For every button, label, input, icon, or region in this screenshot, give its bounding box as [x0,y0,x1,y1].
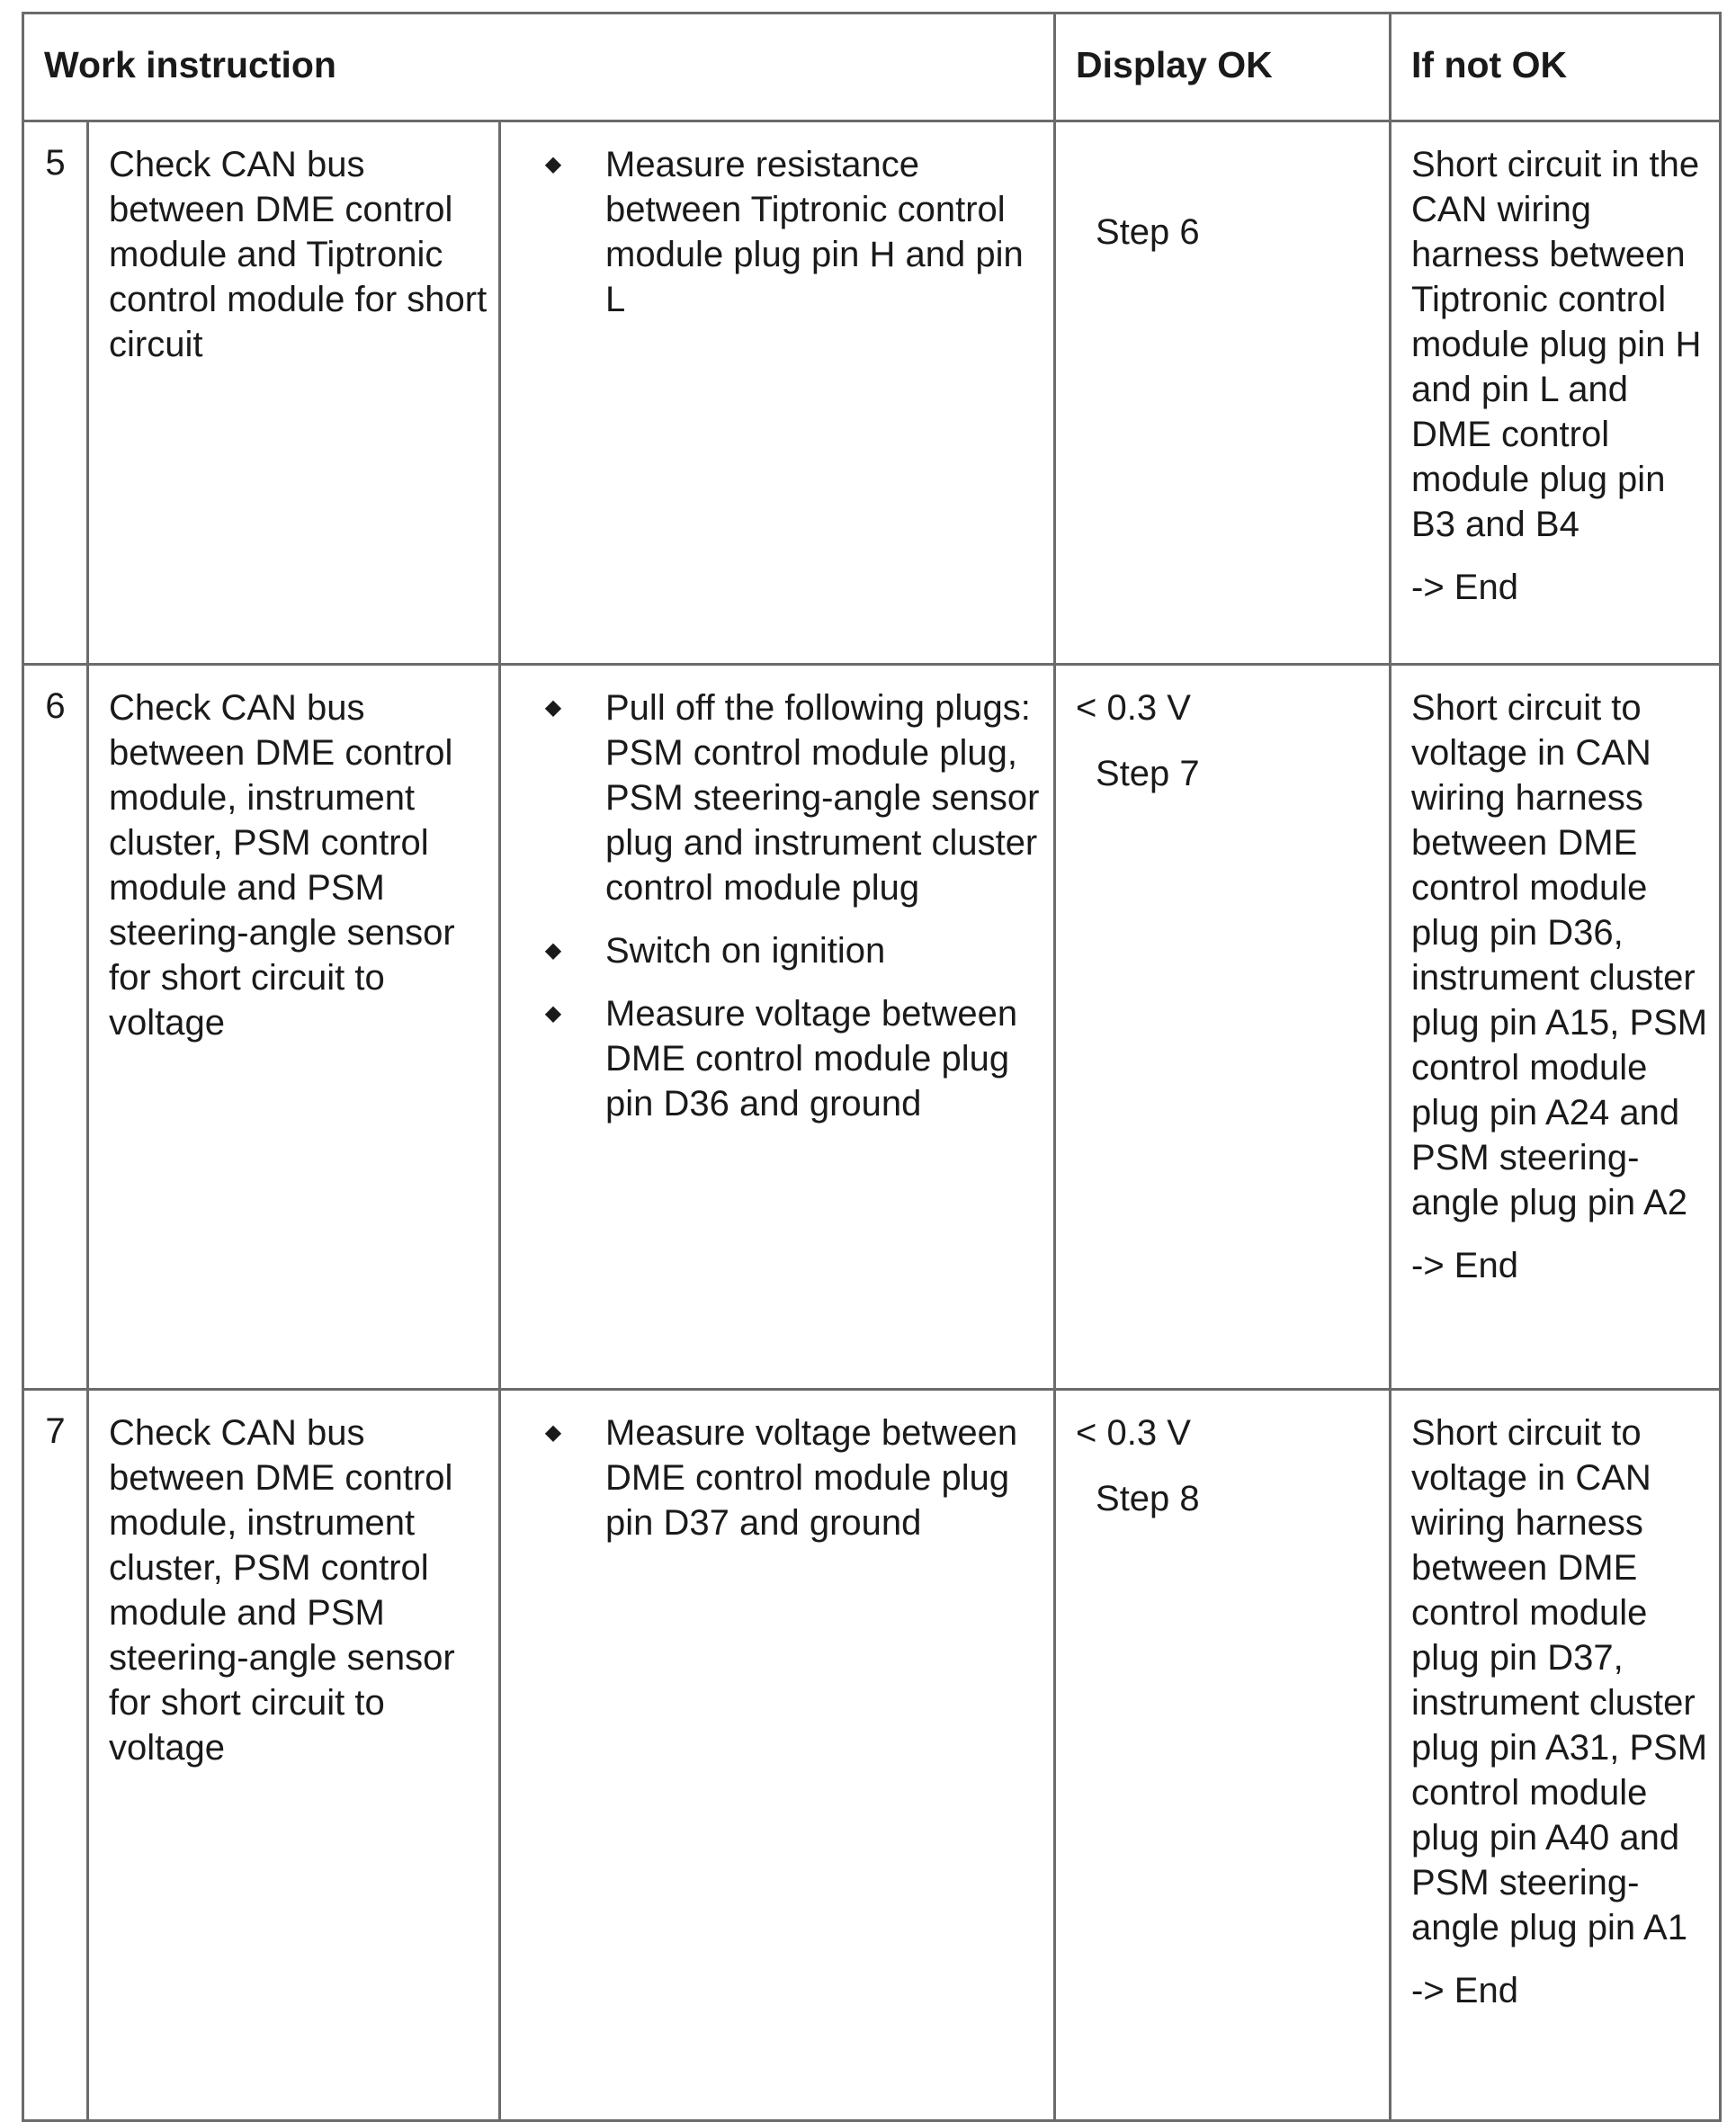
step-number: 5 [23,121,88,665]
end-marker: -> End [1411,568,1518,607]
display-ok-cell [1055,121,1391,665]
step-description: Check CAN bus between DME control module, instrument cluster, PSM control module and PSM steering-angle sensor for short circuit to voltage [88,665,500,1390]
next-step: Step 7 [1096,754,1200,793]
display-ok-cell [1055,1390,1391,2121]
action-text: Pull off the following plugs: PSM control module plug, PSM steering-angle sensor plug and instrument cluster control module plug [605,688,1040,908]
diamond-bullet-icon: ◆ [544,152,562,176]
action-item [501,142,1044,322]
fault-description: Short circuit to voltage in CAN wiring harness between DME control module plug pin D36, instrument cluster plug pin A15, PSM control module plug pin A24 and PSM steering-angle plug pin A2 [1411,688,1708,1222]
if-not-ok-cell [1391,1390,1721,2121]
diamond-bullet-icon: ◆ [544,695,562,720]
display-ok-cell [1055,665,1391,1390]
header-display-ok: Display OK [1055,13,1391,121]
step-description: Check CAN bus between DME control module and Tiptronic control module for short circuit [88,121,500,665]
step-description: Check CAN bus between DME control module, instrument cluster, PSM control module and PSM steering-angle sensor for short circuit to voltage [88,1390,500,2121]
header-work-instruction: Work instruction [23,13,1055,121]
diamond-bullet-icon: ◆ [544,1420,562,1445]
action-text: Measure resistance between Tiptronic control module plug pin H and pin L [605,145,1024,319]
diamond-bullet-icon: ◆ [544,938,562,963]
step-actions [500,665,1055,1390]
header-if-not-ok: If not OK [1391,13,1721,121]
diamond-bullet-icon: ◆ [544,1001,562,1025]
ok-threshold: < 0.3 V [1076,1413,1191,1453]
table-header-row [23,13,1721,121]
next-step: Step 8 [1096,1479,1200,1518]
action-item [501,928,1044,973]
step-actions [500,121,1055,665]
action-item [501,991,1044,1126]
next-step: Step 6 [1096,212,1200,252]
action-text: Switch on ignition [605,931,886,971]
step-number: 6 [23,665,88,1390]
if-not-ok-cell [1391,121,1721,665]
action-item [501,1410,1044,1545]
fault-description: Short circuit to voltage in CAN wiring harness between DME control module plug pin D37, instrument cluster plug pin A31, PSM control module plug pin A40 and PSM steering-angle plug pin A1 [1411,1413,1708,1947]
ok-threshold: < 0.3 V [1076,688,1191,728]
step-number: 7 [23,1390,88,2121]
action-text: Measure voltage between DME control module plug pin D36 and ground [605,994,1018,1124]
end-marker: -> End [1411,1971,1518,2010]
table-row [23,121,1721,665]
table-row [23,665,1721,1390]
fault-description: Short circuit in the CAN wiring harness between Tiptronic control module plug pin H and pin L and DME control module plug pin B3 and B4 [1411,145,1702,544]
action-text: Measure voltage between DME control module plug pin D37 and ground [605,1413,1018,1543]
step-actions [500,1390,1055,2121]
if-not-ok-cell [1391,665,1721,1390]
action-item [501,685,1044,910]
end-marker: -> End [1411,1246,1518,1285]
table-row [23,1390,1721,2121]
work-instruction-table [22,12,1722,2122]
